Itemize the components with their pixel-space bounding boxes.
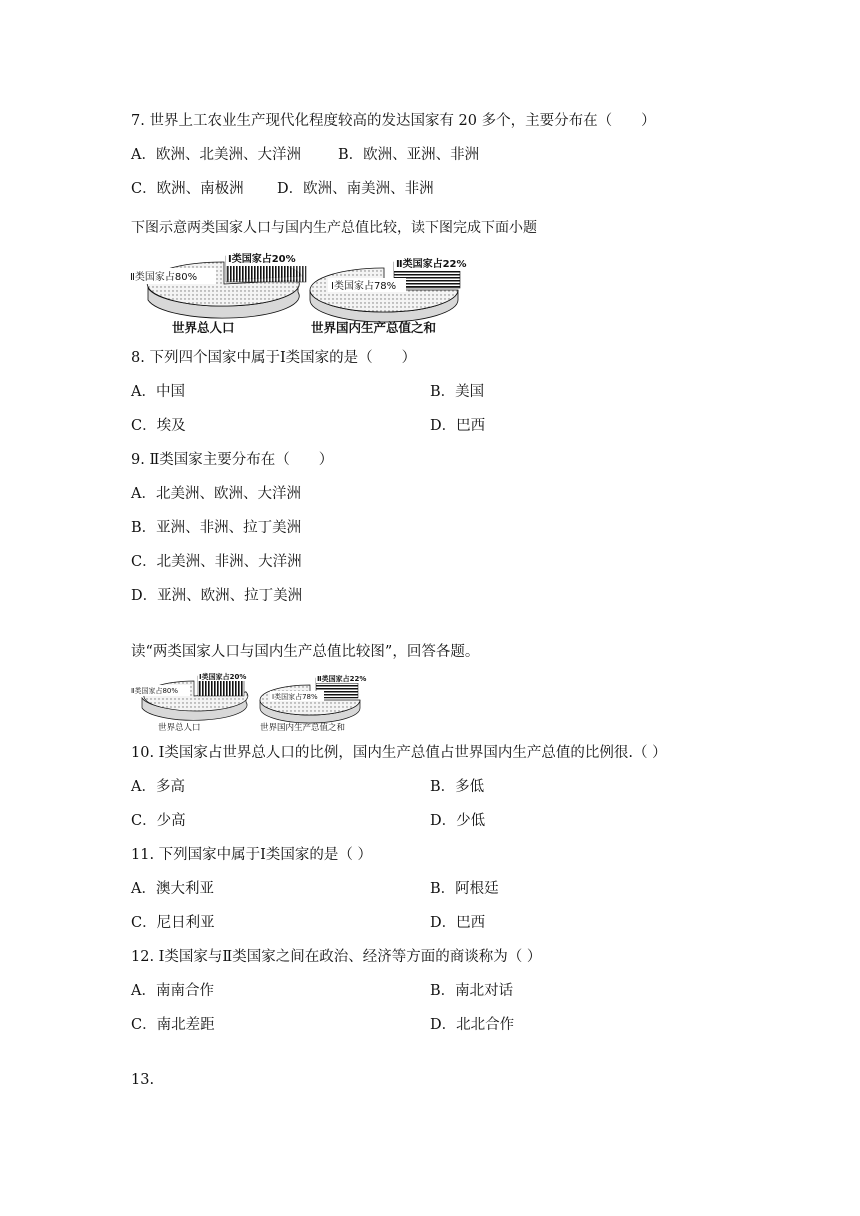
population-caption: 世界总人口 [172, 320, 235, 335]
population-label-i: Ⅰ类国家占20% [228, 254, 296, 265]
q9-option-d: D．亚洲、欧洲、拉丁美洲 [131, 588, 303, 604]
q8-option-d: D．巴西 [430, 418, 486, 434]
q8-option-a: A．中国 [131, 384, 185, 400]
population-label-ii: Ⅱ类国家占80% [130, 272, 198, 283]
q7-option-b: B．欧洲、亚洲、非洲 [338, 147, 480, 163]
q12-option-d: D．北北合作 [430, 1017, 515, 1033]
population-label-ii-small: Ⅱ类国家占80% [131, 687, 179, 695]
population-pie-small [130, 672, 248, 733]
q7-stem: 7. 世界上工农业生产现代化程度较高的发达国家有 20 多个，主要分布在（ ） [131, 113, 656, 129]
population-pie [128, 252, 308, 335]
intro-1: 下图示意两类国家人口与国内生产总值比较，读下图完成下面小题 [131, 220, 537, 236]
q12-stem: 12. Ⅰ类国家与Ⅱ类国家之间在政治、经济等方面的商谈称为（ ） [131, 949, 542, 965]
gdp-label-i-small: Ⅰ类国家占78% [272, 693, 318, 701]
q11-option-a: A．澳大利亚 [131, 881, 214, 897]
gdp-label-ii: Ⅱ类国家占22% [396, 259, 467, 270]
q12-option-a: A．南南合作 [131, 983, 214, 999]
q9-option-a: A．北美洲、欧洲、大洋洲 [131, 486, 301, 502]
q10-option-a: A．多高 [131, 779, 185, 795]
figure-population-gdp-comparison [128, 250, 468, 340]
q9-option-c: C．北美洲、非洲、大洋洲 [131, 554, 302, 570]
population-label-i-small: Ⅰ类国家占20% [199, 673, 247, 681]
gdp-pie [310, 257, 468, 335]
q10-option-c: C．少高 [131, 813, 186, 829]
q10-option-b: B．多低 [430, 779, 485, 795]
q10-stem: 10. Ⅰ类国家占世界总人口的比例，国内生产总值占世界国内生产总值的比例很.（ ） [131, 745, 667, 761]
gdp-label-i: Ⅰ类国家占78% [331, 281, 397, 292]
q11-option-b: B．阿根廷 [430, 881, 499, 897]
population-caption-small: 世界总人口 [158, 723, 201, 733]
gdp-pie-small [260, 674, 368, 733]
q7-option-c: C．欧洲、南极洲 [131, 181, 244, 197]
q8-option-c: C．埃及 [131, 418, 186, 434]
gdp-caption: 世界国内生产总值之和 [311, 320, 437, 335]
q7-option-d: D．欧洲、南美洲、非洲 [277, 181, 434, 197]
q11-option-c: C．尼日利亚 [131, 915, 215, 931]
q9-option-b: B．亚洲、非洲、拉丁美洲 [131, 520, 302, 536]
figure-population-gdp-comparison-small [130, 670, 370, 734]
q11-stem: 11. 下列国家中属于Ⅰ类国家的是（ ） [131, 847, 373, 863]
gdp-caption-small: 世界国内生产总值之和 [260, 723, 346, 733]
intro-2: 读“两类国家人口与国内生产总值比较图”，回答各题。 [131, 644, 480, 660]
q10-option-d: D．少低 [430, 813, 486, 829]
q13-stem: 13. [131, 1072, 155, 1088]
q12-option-b: B．南北对话 [430, 983, 514, 999]
q9-stem: 9. Ⅱ类国家主要分布在（ ） [131, 452, 334, 468]
gdp-label-ii-small: Ⅱ类国家占22% [317, 675, 367, 683]
q12-option-c: C．南北差距 [131, 1017, 215, 1033]
q7-option-a: A．欧洲、北美洲、大洋洲 [131, 147, 301, 163]
q8-option-b: B．美国 [430, 384, 485, 400]
q8-stem: 8. 下列四个国家中属于Ⅰ类国家的是（ ） [131, 350, 417, 366]
q11-option-d: D．巴西 [430, 915, 486, 931]
